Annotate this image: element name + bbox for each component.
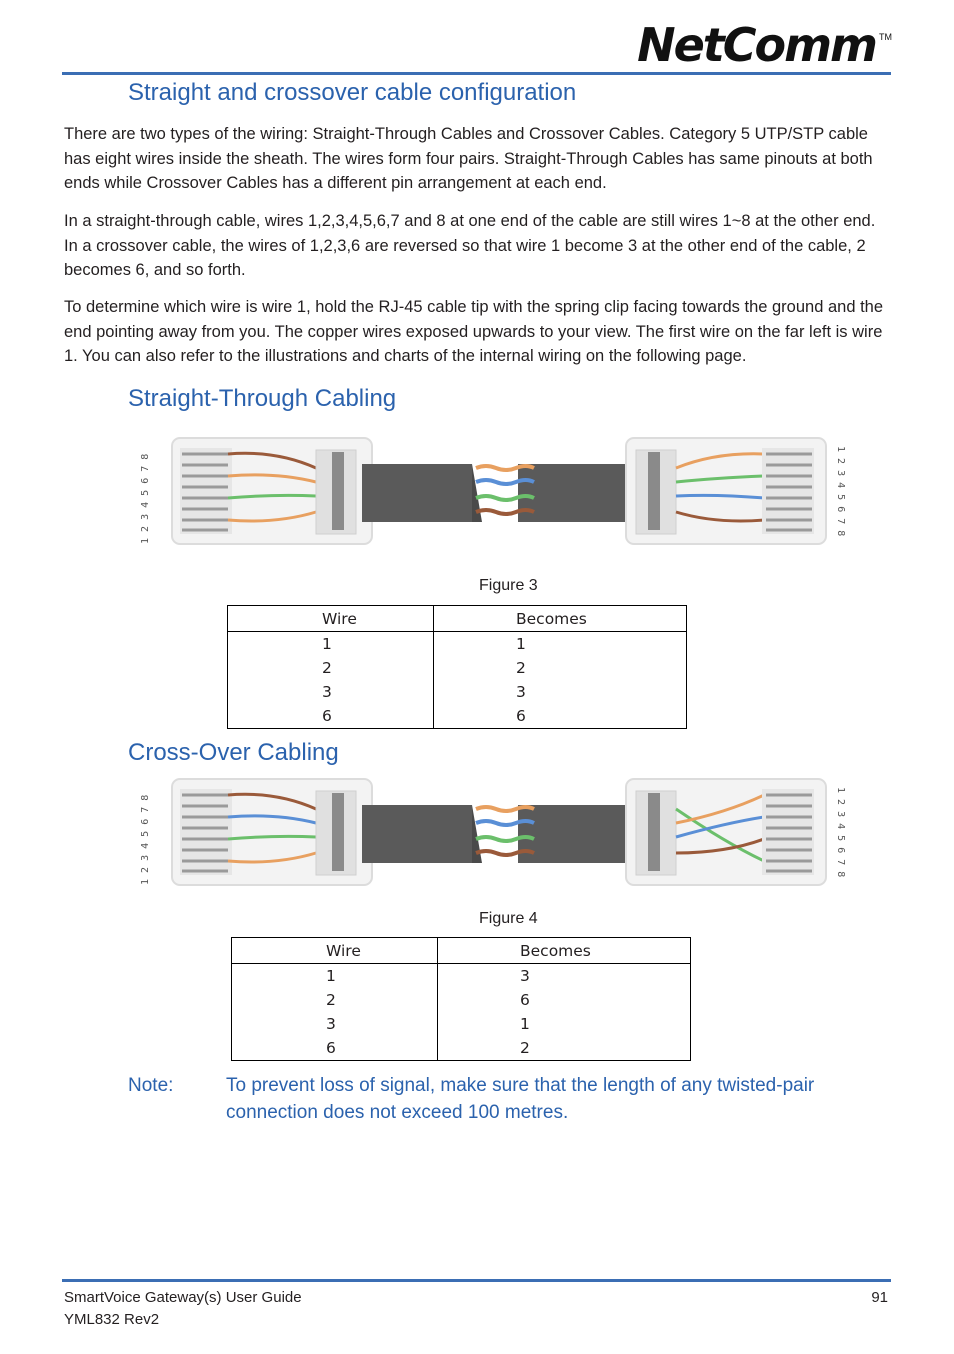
left-pin-numbers: 1 2 3 4 5 6 7 8 — [140, 453, 151, 544]
table-row — [228, 656, 687, 680]
note-text: To prevent loss of signal, make sure that the length of any twisted-pair connection does not exceed 100 metres. — [226, 1075, 815, 1123]
figure-4-caption: Figure 4 — [479, 910, 538, 927]
note-label: Note: — [128, 1075, 174, 1096]
becomes-cell: 2 — [438, 1036, 691, 1061]
figure-3-caption: Figure 3 — [479, 577, 538, 594]
straight-wire-table — [227, 605, 687, 729]
section-title: Straight and crossover cable configuration — [128, 79, 577, 106]
wire-cell: 2 — [228, 656, 434, 680]
straight-through-title: Straight-Through Cabling — [128, 385, 397, 412]
crossover-cable-illustration — [136, 773, 856, 893]
table-row — [232, 964, 691, 989]
left-pin-numbers: 1 2 3 4 5 6 7 8 — [140, 794, 151, 885]
becomes-cell: 2 — [434, 656, 687, 680]
right-pin-numbers: 1 2 3 4 5 6 7 8 — [835, 787, 846, 878]
right-pin-numbers: 1 2 3 4 5 6 7 8 — [835, 446, 846, 537]
wire-cell: 1 — [228, 632, 434, 657]
becomes-cell: 1 — [438, 1012, 691, 1036]
footer-guide-title: SmartVoice Gateway(s) User Guide — [64, 1289, 302, 1306]
becomes-header: Becomes — [434, 606, 687, 632]
wire-cell: 3 — [232, 1012, 438, 1036]
trademark-mark: TM — [879, 32, 892, 42]
paragraph-1: There are two types of the wiring: Straight-Through Cables and Crossover Cables. Category 5 UTP/STP cable has eight wires inside the sheath. The wires form four pairs. Straight-Through Cables has same pinouts at both ends while Crossover Cables has a different pin arrangement at each end. — [64, 125, 873, 192]
wire-cell: 2 — [232, 988, 438, 1012]
footer-rule — [62, 1279, 891, 1282]
table-row — [228, 632, 687, 657]
becomes-cell: 6 — [438, 988, 691, 1012]
becomes-cell: 3 — [438, 964, 691, 989]
becomes-cell: 1 — [434, 632, 687, 657]
table-row — [228, 704, 687, 729]
paragraph-3: To determine which wire is wire 1, hold the RJ-45 cable tip with the spring clip facing towards the ground and the end pointing away from you. The copper wires exposed upwards to your view. The first wire on the far left is wire 1. You can also refer to the illustrations and charts of the internal wiring on the following page. — [64, 298, 884, 365]
table-header-row — [232, 938, 691, 964]
straight-cable-illustration — [136, 432, 856, 552]
table-row — [228, 680, 687, 704]
table-row — [232, 1036, 691, 1061]
table-row — [232, 988, 691, 1012]
header-rule — [62, 72, 891, 75]
becomes-cell: 6 — [434, 704, 687, 729]
becomes-cell: 3 — [434, 680, 687, 704]
table-header-row — [228, 606, 687, 632]
netcomm-logo: NetComm — [637, 18, 876, 72]
wire-cell: 3 — [228, 680, 434, 704]
wire-cell: 6 — [232, 1036, 438, 1061]
wire-header: Wire — [228, 606, 434, 632]
becomes-header: Becomes — [438, 938, 691, 964]
footer-revision: YML832 Rev2 — [64, 1311, 160, 1328]
page-number: 91 — [871, 1289, 888, 1306]
wire-cell: 6 — [228, 704, 434, 729]
crossover-title: Cross-Over Cabling — [128, 739, 339, 766]
crossover-wire-table — [231, 937, 691, 1061]
table-row — [232, 1012, 691, 1036]
wire-header: Wire — [232, 938, 438, 964]
paragraph-2: In a straight-through cable, wires 1,2,3,4,5,6,7 and 8 at one end of the cable are still wires 1~8 at the other end. In a crossover cable, the wires of 1,2,3,6 are reversed so that wire 1 become 3 at the other end of the cable, 2 becomes 6, and so forth. — [64, 212, 876, 279]
wire-cell: 1 — [232, 964, 438, 989]
